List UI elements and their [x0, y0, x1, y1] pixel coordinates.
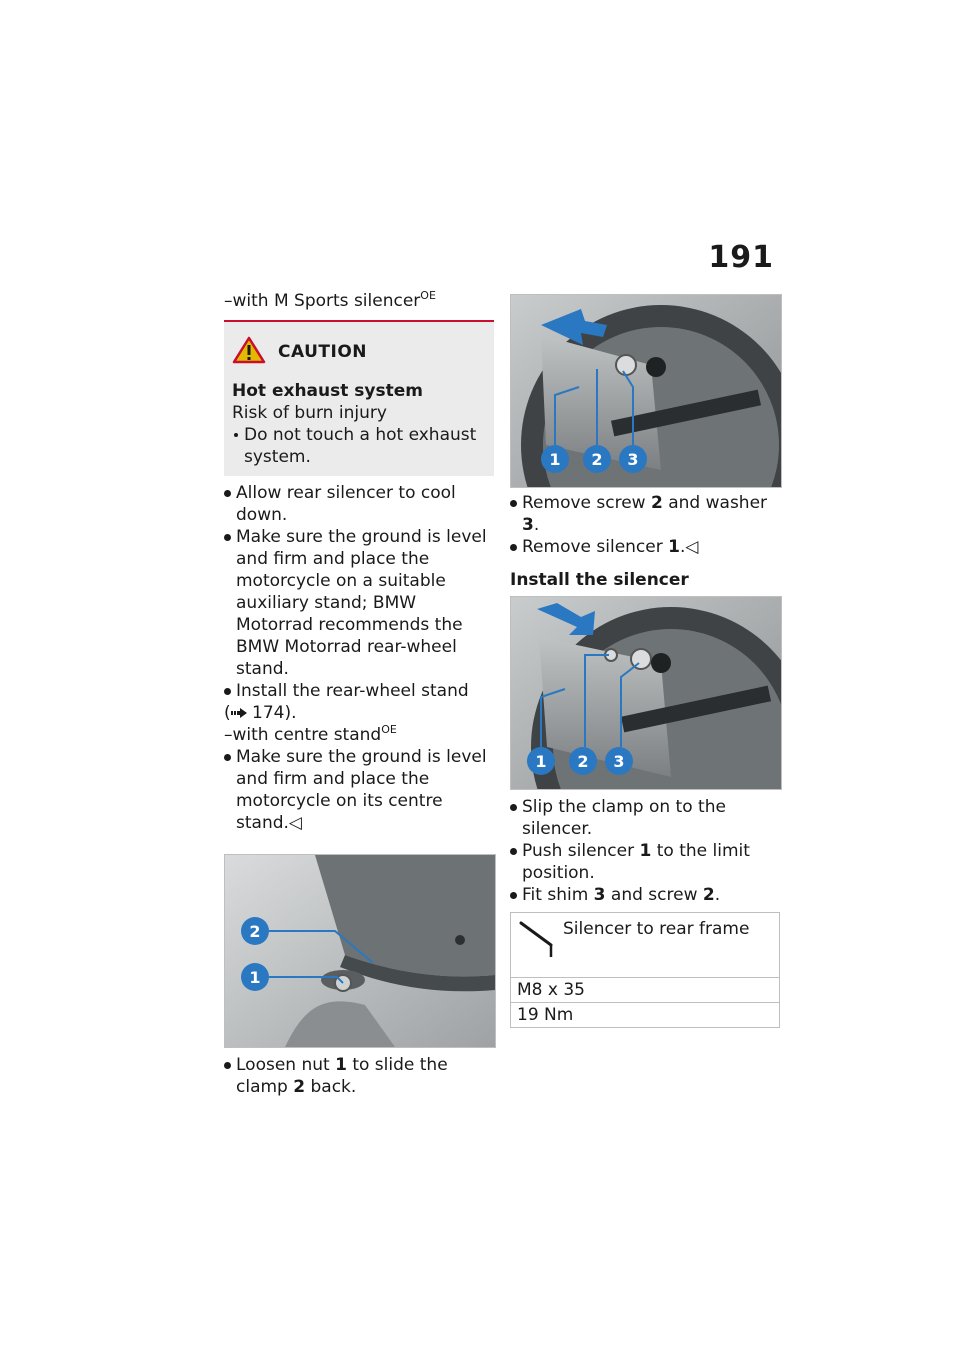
figure-callout: 1 [527, 747, 555, 775]
step-fit-shim: Fit shim 3 and screw 2. [510, 884, 780, 906]
condition-m-sports: –with M Sports silencer$^{OE}$ [224, 289, 436, 311]
caution-box [224, 322, 494, 476]
right-column [510, 294, 780, 1028]
figure-callout: 2 [241, 917, 269, 945]
torque-wrench-icon [517, 919, 557, 971]
page-reference-arrow-icon [231, 703, 247, 723]
figure-callout: 1 [541, 445, 569, 473]
caution-header [232, 336, 486, 368]
condition-centre-stand: –with centre stand$^{OE}$ [224, 723, 397, 745]
steps-list-a [224, 482, 494, 724]
caution-risk: Risk of burn injury [232, 403, 387, 423]
step-centre-stand: Make sure the ground is level and firm and place the motorcycle on its centre stand.◁ [224, 746, 494, 834]
step-slip-clamp: Slip the clamp on to the silencer. [510, 796, 780, 840]
oe-marker: OE [381, 723, 397, 736]
figure-callout: 2 [583, 445, 611, 473]
figure-clamp-nut [224, 854, 496, 1048]
figure-install-silencer [510, 596, 782, 790]
figure-callout: 1 [241, 963, 269, 991]
end-mark: ◁ [288, 813, 302, 833]
warning-triangle-icon [232, 336, 278, 368]
step-push-silencer: Push silencer 1 to the limit position. [510, 840, 780, 884]
step-remove-screw: Remove screw 2 and washer 3. [510, 492, 780, 536]
oe-marker: OE [420, 289, 436, 302]
step-ground-level: Make sure the ground is level and firm and place the motorcycle on a suitable auxiliary stand; BMW Motorrad recommends the BMW Motorrad rear-wheel stand. [224, 526, 494, 680]
torque-title: Silencer to rear frame [563, 919, 750, 939]
figure-callout: 3 [619, 445, 647, 473]
left-column [224, 290, 494, 1098]
page-number: 191 [708, 240, 774, 275]
step-loosen-nut: Loosen nut 1 to slide the clamp 2 back. [224, 1054, 494, 1098]
figure-callout: 2 [569, 747, 597, 775]
torque-table [510, 912, 780, 1028]
figure-remove-silencer [510, 294, 782, 488]
torque-thread: M8 x 35 [511, 978, 779, 1003]
section-title-install-silencer: Install the silencer [510, 570, 689, 590]
caution-hazard: Hot exhaust system [232, 381, 423, 401]
torque-value: 19 Nm [517, 1005, 574, 1025]
caution-bullet: Do not touch a hot exhaust system. [232, 424, 486, 468]
caution-title: CAUTION [278, 342, 368, 362]
step-allow-cool: Allow rear silencer to cool down. [224, 482, 494, 526]
torque-header [511, 913, 779, 978]
step-install-stand: Install the rear-wheel stand ( 174). [224, 680, 494, 724]
page-reference[interactable]: ( 174). [224, 703, 297, 723]
step-remove-silencer: Remove silencer 1.◁ [510, 536, 780, 558]
figure-callout: 3 [605, 747, 633, 775]
